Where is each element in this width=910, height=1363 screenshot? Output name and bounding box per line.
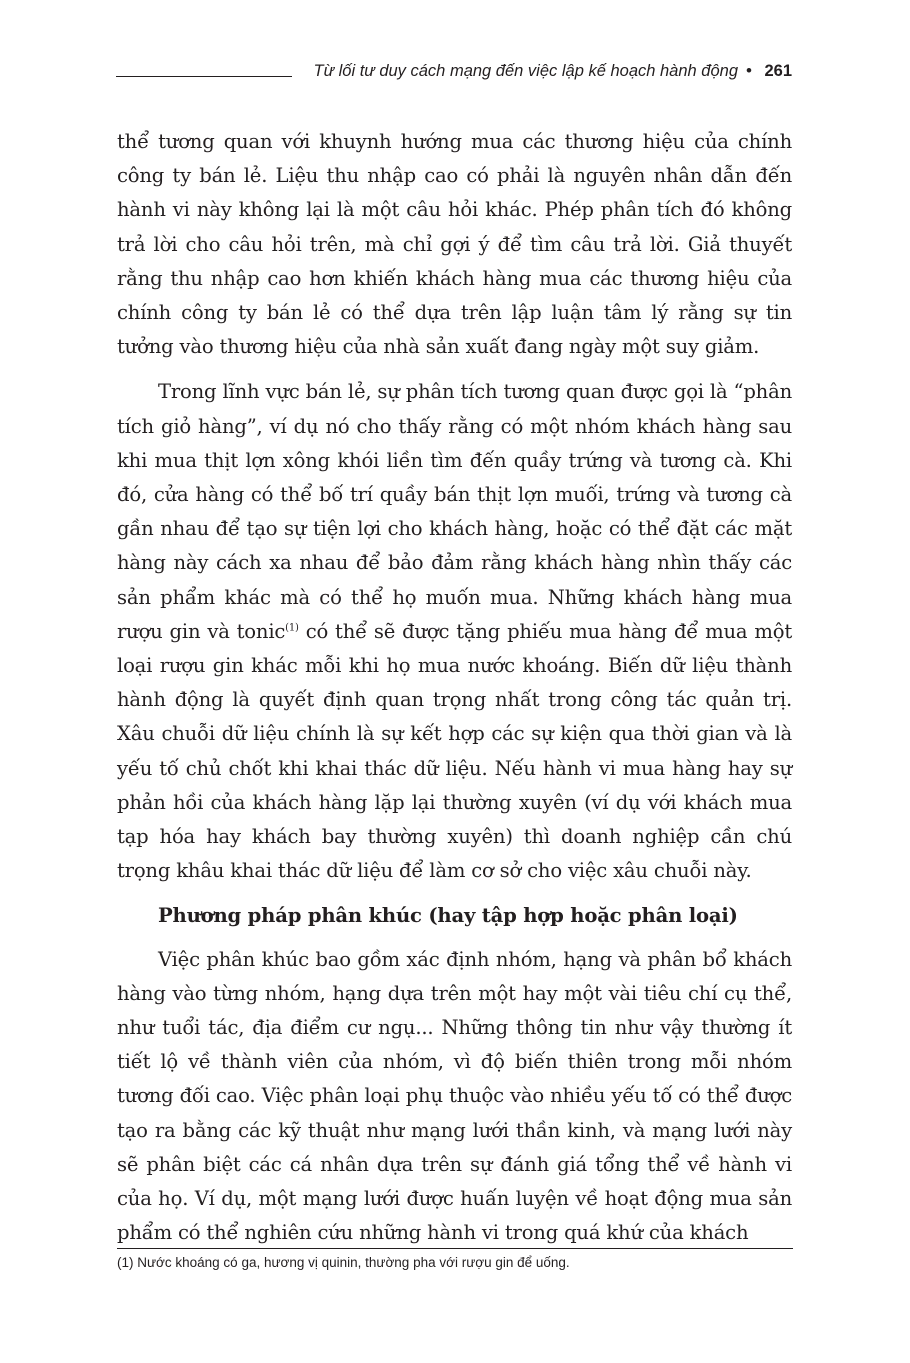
footnote-reference[interactable]: (1)	[285, 622, 299, 634]
footnote-rule	[117, 1248, 793, 1249]
header-rule	[116, 76, 292, 77]
footnote: (1) Nước khoáng có ga, hương vị quinin, thường pha với rượu gin để uống.	[117, 1255, 570, 1270]
paragraph-2-text-b: có thể sẽ được tặng phiếu mua hàng để mua một loại rượu gin khác mỗi khi họ mua nước khoáng. Biến dữ liệu thành hành động là quyết định quan trọng nhất trong công tác quản trị. Xâu chuỗi dữ liệu chính là sự kết hợp các sự kiện qua thời gian và là yếu tố chủ chốt khi khai thác dữ liệu. Nếu hành vi mua hàng hay sự phản hồi của khách hàng lặp lại thường xuyên (ví dụ với khách mua tạp hóa hay khách bay thường xuyên) thì doanh nghiệp cần chú trọng khâu khai thác dữ liệu để làm cơ sở cho việc xâu chuỗi này.	[117, 619, 792, 883]
paragraph-3: Việc phân khúc bao gồm xác định nhóm, hạng và phân bổ khách hàng vào từng nhóm, hạng dựa trên một hay một vài tiêu chí cụ thể, như tuổi tác, địa điểm cư ngụ... Những thông tin như vậy thường ít tiết lộ về thành viên của nhóm, vì độ biến thiên trong mỗi nhóm tương đối cao. Việc phân loại phụ thuộc vào nhiều yếu tố có thể được tạo ra bằng các kỹ thuật như mạng lưới thần kinh, và mạng lưới này sẽ phân biệt các cá nhân dựa trên sự đánh giá tổng thể về hành vi của họ. Ví dụ, một mạng lưới được huấn luyện về hoạt động mua sản phẩm có thể nghiên cứu những hành vi trong quá khứ của khách	[117, 947, 792, 1245]
page-number: 261	[764, 62, 792, 80]
paragraph-2	[117, 375, 792, 888]
header-bullet: •	[746, 61, 752, 80]
body-text	[117, 125, 792, 1262]
running-header	[116, 58, 796, 92]
header-title: Từ lối tư duy cách mạng đến việc lập kế hoạch hành động	[313, 62, 738, 80]
paragraph-2-text-a: Trong lĩnh vực bán lẻ, sự phân tích tương quan được gọi là “phân tích giỏ hàng”, ví dụ nó cho thấy rằng có một nhóm khách hàng sau khi mua thịt lợn xông khói liền tìm đến quầy trứng và tương cà. Khi đó, cửa hàng có thể bố trí quầy bán thịt lợn muối, trứng và tương cà gần nhau để tạo sự tiện lợi cho khách hàng, hoặc có thể đặt các mặt hàng này cách xa nhau để bảo đảm rằng khách hàng nhìn thấy các sản phẩm khác mà có thể họ muốn mua. Những khách hàng mua rượu gin và tonic	[117, 380, 792, 643]
paragraph-1: thể tương quan với khuynh hướng mua các thương hiệu của chính công ty bán lẻ. Liệu thu nhập cao có phải là nguyên nhân dẫn đến hành vi này không lại là một câu hỏi khác. Phép phân tích đó không trả lời cho câu hỏi trên, mà chỉ gợi ý để tìm câu trả lời. Giả thuyết rằng thu nhập cao hơn khiến khách hàng mua các thương hiệu của chính công ty bán lẻ có thể dựa trên lập luận tâm lý rằng sự tin tưởng vào thương hiệu của nhà sản xuất đang ngày một suy giảm.	[117, 130, 792, 359]
section-heading: Phương pháp phân khúc (hay tập hợp hoặc phân loại)	[158, 904, 738, 928]
